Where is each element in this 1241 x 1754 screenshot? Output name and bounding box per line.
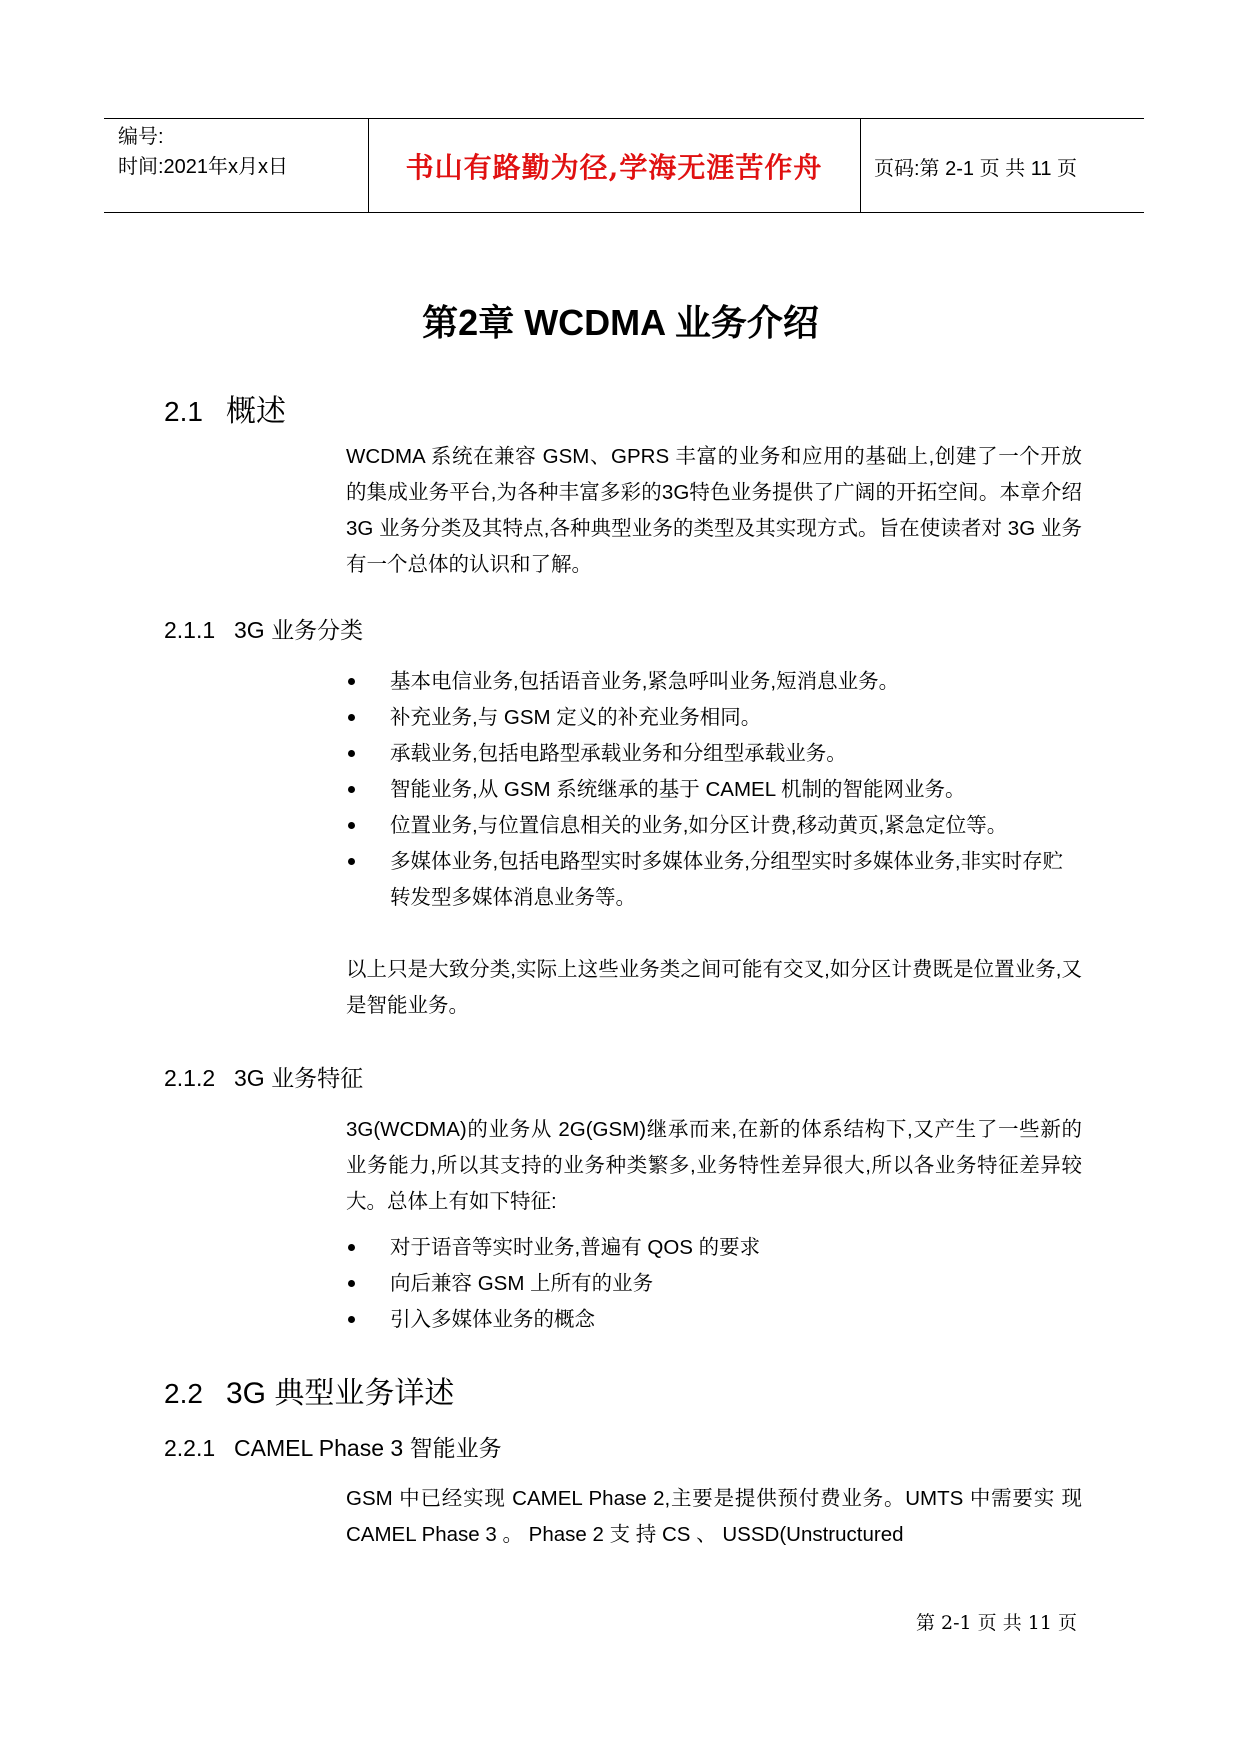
bullet-icon <box>348 858 355 865</box>
list-item: 基本电信业务,包括语音业务,紧急呼叫业务,短消息业务。 <box>346 664 1082 700</box>
section-2-1-1-closing: 以上只是大致分类,实际上这些业务类之间可能有交叉,如分区计费既是位置业务,又是智能业务。 <box>346 958 1082 1017</box>
header-page-info: 页码:第 2-1 页 共 11 页 <box>874 158 1078 180</box>
section-title: 3G 典型业务详述 <box>226 1377 455 1410</box>
list-item: 对于语音等实时业务,普遍有 QOS 的要求 <box>346 1230 1082 1266</box>
list-item: 智能业务,从 GSM 系统继承的基于 CAMEL 机制的智能网业务。 <box>346 772 1082 808</box>
section-2-1-2-paragraph: 3G(WCDMA)的业务从 2G(GSM)继承而来,在新的体系结构下,又产生了一些新的业务能力,所以其支持的业务种类繁多,业务特性差异很大,所以各业务特征差异较大。总体上有如下特征: <box>346 1118 1082 1213</box>
bullet-icon <box>348 1316 355 1323</box>
chapter-title: 第2章 WCDMA 业务介绍 <box>422 302 819 343</box>
section-2-2-heading <box>164 1368 454 1412</box>
service-feature-list <box>346 1230 1082 1338</box>
section-title: 概述 <box>226 395 286 428</box>
section-2-2-1-paragraph: GSM 中已经实现 CAMEL Phase 2,主要是提供预付费业务。UMTS 中需要实 现 CAMEL Phase 3 。 Phase 2 支 持 CS 、 USSD(Unstructured <box>346 1487 1082 1546</box>
section-number: 2.1.2 <box>164 1065 216 1091</box>
header-divider-right <box>860 118 861 213</box>
page-footer: 第 2-1 页 共 11 页 <box>916 1612 1077 1634</box>
header-code-label: 编号: <box>118 126 164 148</box>
section-2-1-1-heading <box>164 612 363 645</box>
header-meta <box>118 122 288 182</box>
section-2-1-2-heading <box>164 1060 363 1093</box>
list-item: 承载业务,包括电路型承载业务和分组型承载业务。 <box>346 736 1082 772</box>
list-item: 多媒体业务,包括电路型实时多媒体业务,分组型实时多媒体业务,非实时存贮转发型多媒体消息业务等。 <box>346 844 1082 916</box>
list-item: 引入多媒体业务的概念 <box>346 1302 1082 1338</box>
section-title: 3G 业务分类 <box>234 617 364 643</box>
section-number: 2.2 <box>164 1378 203 1409</box>
bullet-icon <box>348 678 355 685</box>
section-number: 2.2.1 <box>164 1435 216 1461</box>
bullet-icon <box>348 750 355 757</box>
section-2-1-heading <box>164 386 286 430</box>
bullet-icon <box>348 822 355 829</box>
bullet-icon <box>348 786 355 793</box>
bullet-icon <box>348 1280 355 1287</box>
section-2-2-1-heading <box>164 1430 502 1463</box>
section-title: CAMEL Phase 3 智能业务 <box>234 1435 502 1461</box>
list-item: 位置业务,与位置信息相关的业务,如分区计费,移动黄页,紧急定位等。 <box>346 808 1082 844</box>
section-number: 2.1 <box>164 396 203 427</box>
list-item: 补充业务,与 GSM 定义的补充业务相同。 <box>346 700 1082 736</box>
header-motto: 书山有路勤为径,学海无涯苦作舟 <box>405 151 823 184</box>
section-number: 2.1.1 <box>164 617 216 643</box>
header-time-label: 时间:2021年x月x日 <box>118 156 289 178</box>
section-title: 3G 业务特征 <box>234 1065 364 1091</box>
bullet-icon <box>348 714 355 721</box>
service-category-list <box>346 664 1082 916</box>
list-item: 向后兼容 GSM 上所有的业务 <box>346 1266 1082 1302</box>
header-top-rule <box>104 118 1144 119</box>
bullet-icon <box>348 1244 355 1251</box>
header-bottom-rule <box>104 212 1144 213</box>
section-2-1-paragraph: WCDMA 系统在兼容 GSM、GPRS 丰富的业务和应用的基础上,创建了一个开放的集成业务平台,为各种丰富多彩的3G特色业务提供了广阔的开拓空间。本章介绍 3G 业务分类及其特点,各种典型业务的类型及其实现方式。旨在使读者对 3G 业务有一个总体的认识和了解。 <box>346 445 1082 576</box>
